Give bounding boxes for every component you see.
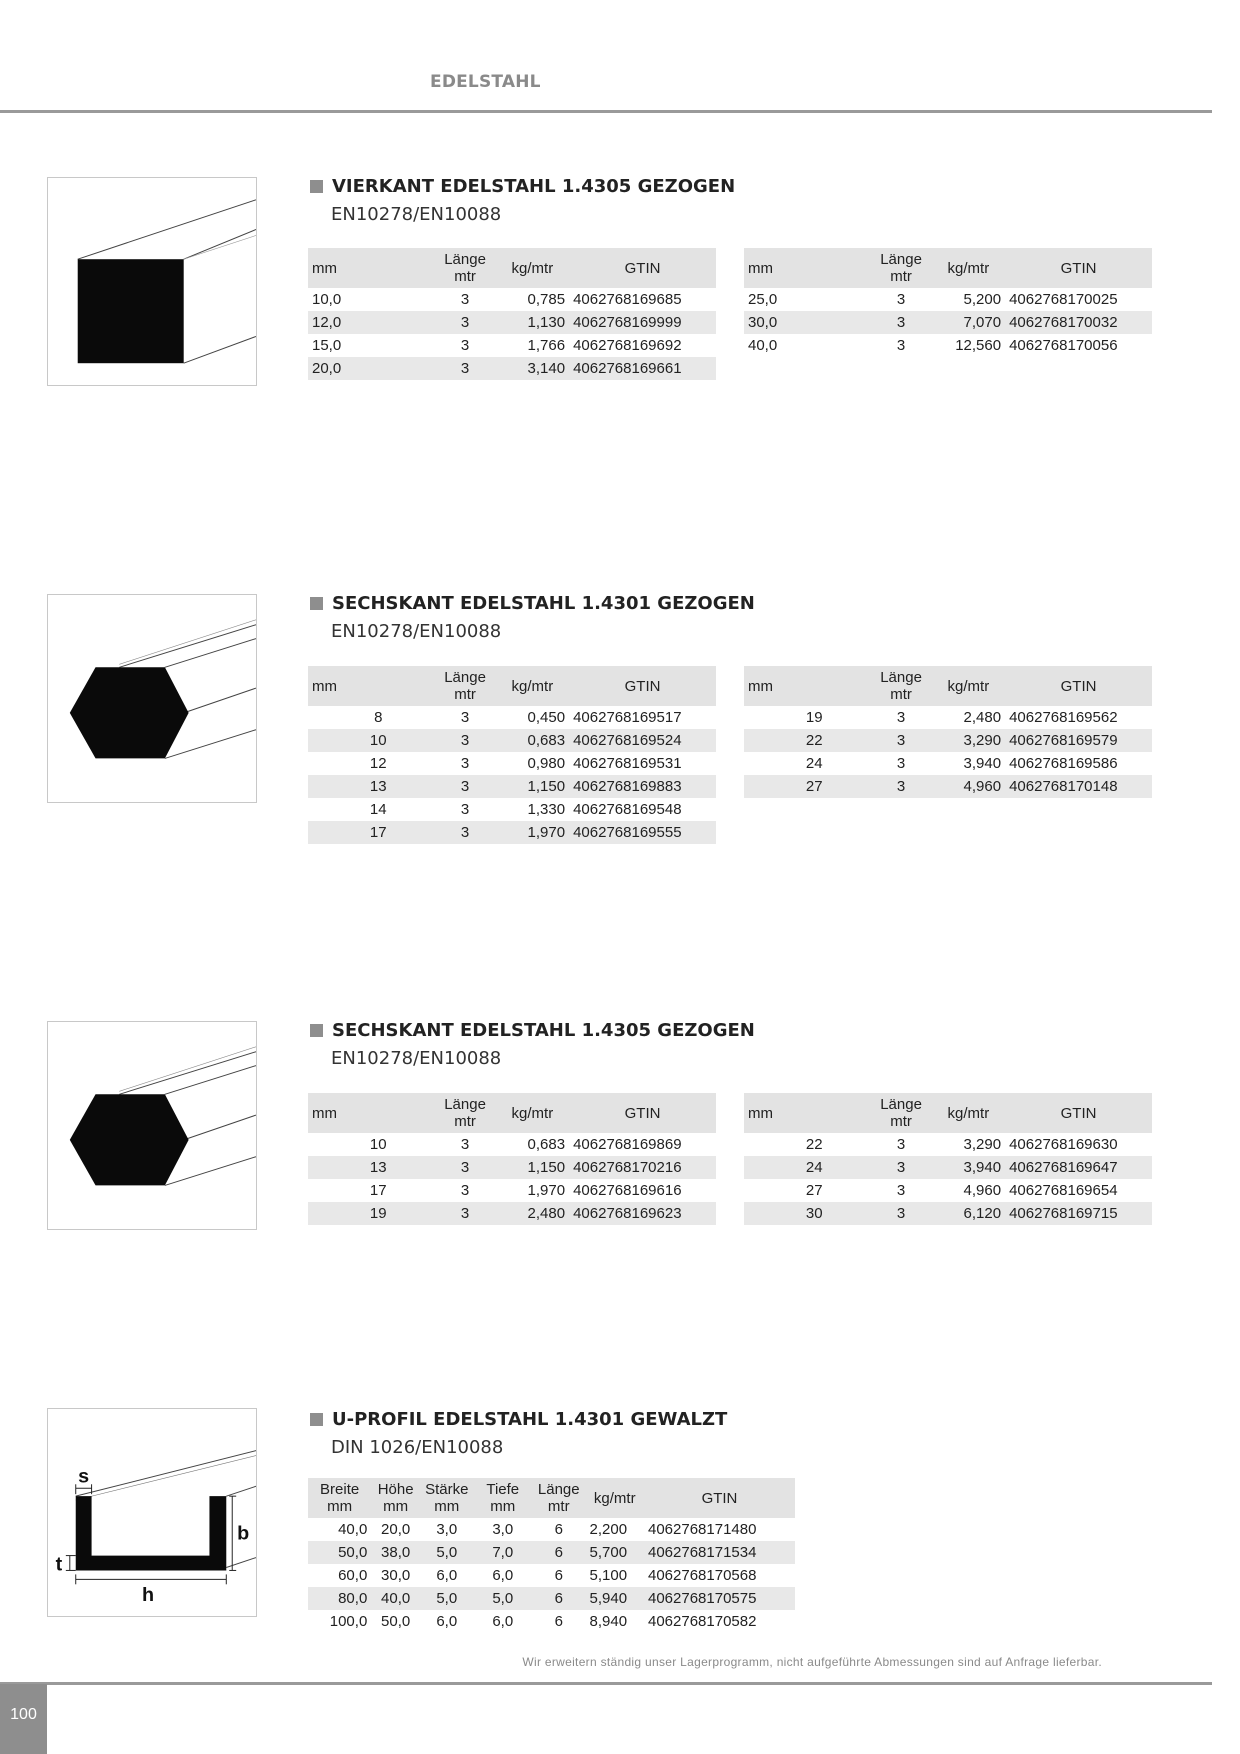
table-header-cell: Länge mtr [434, 248, 495, 288]
table-cell: 40,0 [748, 337, 778, 354]
table-header-cell: Länge mtr [870, 248, 931, 288]
table-header-cell: GTIN [569, 248, 716, 288]
table-cell: 4062768170575 [644, 1587, 795, 1610]
table-cell: 3 [434, 775, 495, 798]
table-cell: 5,0 [420, 1541, 474, 1564]
table-cell: 3 [896, 755, 906, 772]
table-cell: 3 [460, 755, 470, 772]
bullet-square [310, 180, 323, 193]
footer-divider [0, 1682, 1212, 1685]
table-cell: 7,0 [474, 1541, 532, 1564]
table-row [308, 1587, 795, 1610]
table-cell: 20,0 [308, 357, 434, 380]
table-cell: 3,0 [436, 1521, 458, 1538]
product-table [308, 248, 716, 380]
footer-note: Wir erweitern ständig unser Lagerprogramm, nicht aufgeführte Abmessungen sind auf Anfrage lieferbar. [522, 1655, 1102, 1669]
table-cell: 3,140 [496, 357, 569, 380]
table-row [744, 729, 1152, 752]
table-row [308, 357, 716, 380]
table-header-cell: kg/mtr [586, 1478, 644, 1518]
table-cell: 4062768169586 [1009, 755, 1118, 772]
table-cell: 1,766 [527, 337, 566, 354]
table-row [744, 288, 1152, 311]
table-cell: 13 [308, 775, 434, 798]
table-cell: 4062768169715 [1005, 1202, 1152, 1225]
table-row [308, 775, 716, 798]
table-header-cell: Höhe mm [371, 1478, 420, 1518]
square-bar-illustration [47, 177, 257, 386]
table-header-cell: GTIN [569, 1093, 716, 1133]
table-header-cell: kg/mtr [496, 666, 569, 706]
table-cell: 4062768169630 [1009, 1136, 1118, 1153]
table-header-row [308, 666, 716, 706]
table-cell: 1,970 [527, 1182, 566, 1199]
table-cell: 6,0 [436, 1613, 458, 1630]
table-header-cell: mm [744, 666, 870, 706]
table-cell: 6 [532, 1587, 586, 1610]
table-row [744, 775, 1152, 798]
table-cell: 30,0 [381, 1567, 411, 1584]
table-header-cell: kg/mtr [932, 666, 1005, 706]
table-cell: 6 [532, 1541, 586, 1564]
table-cell: 14 [369, 801, 387, 818]
table-cell: 3 [896, 1182, 906, 1199]
table-cell: 3,940 [963, 755, 1002, 772]
table-cell: 4062768169548 [573, 801, 682, 818]
table-cell: 17 [308, 821, 434, 844]
table-cell: 17 [369, 1182, 387, 1199]
table-cell: 4062768170056 [1009, 337, 1118, 354]
u-profile-illustration [47, 1408, 257, 1617]
table-cell: 4,960 [963, 1182, 1002, 1199]
table-row [308, 1610, 795, 1633]
table-header-cell: mm [744, 248, 870, 288]
table-header-row [308, 248, 716, 288]
page-number: 100 [0, 1684, 47, 1754]
section-subtitle: EN10278/EN10088 [331, 621, 502, 642]
table-cell: 30,0 [744, 311, 870, 334]
section-subtitle: EN10278/EN10088 [331, 1048, 502, 1069]
hexagon-bar-icon [48, 595, 256, 802]
table-cell: 0,683 [496, 729, 569, 752]
dimension-label-t: t [55, 1553, 63, 1576]
table-cell: 3 [896, 709, 906, 726]
table-cell: 2,480 [496, 1202, 569, 1225]
table-header-cell: GTIN [569, 666, 716, 706]
table-cell: 0,980 [527, 755, 566, 772]
table-header-cell: mm [744, 1093, 870, 1133]
table-row [744, 1202, 1152, 1225]
table-cell: 5,700 [586, 1541, 644, 1564]
table-cell: 4,960 [932, 775, 1005, 798]
table-row [308, 1179, 716, 1202]
table-header-row [744, 666, 1152, 706]
table-cell: 3,290 [932, 729, 1005, 752]
table-row [308, 1156, 716, 1179]
table-header-cell: kg/mtr [932, 248, 1005, 288]
table-header-cell: Tiefe mm [474, 1478, 532, 1518]
table-cell: 13 [308, 1156, 434, 1179]
table-cell: 1,150 [496, 1156, 569, 1179]
table-cell: 5,200 [963, 291, 1002, 308]
table-cell: 1,130 [496, 311, 569, 334]
table-cell: 12 [369, 755, 387, 772]
table-cell: 19 [308, 1202, 434, 1225]
table-cell: 25,0 [748, 291, 778, 308]
table-row [744, 1133, 1152, 1156]
table-cell: 1,970 [496, 821, 569, 844]
table-row [308, 1518, 795, 1541]
bullet-square [310, 1024, 323, 1037]
table-cell: 4062768169517 [573, 709, 682, 726]
table-cell: 80,0 [308, 1587, 371, 1610]
table-cell: 3 [434, 1202, 495, 1225]
table-cell: 4062768169692 [573, 337, 682, 354]
dimension-label-b: b [237, 1522, 250, 1545]
section-title [310, 1409, 727, 1430]
table-cell: 5,100 [589, 1567, 628, 1584]
table-cell: 4062768169647 [1005, 1156, 1152, 1179]
table-cell: 4062768170148 [1005, 775, 1152, 798]
table-header-cell: kg/mtr [496, 248, 569, 288]
table-header-cell: mm [308, 666, 434, 706]
table-cell: 30 [744, 1202, 870, 1225]
table-cell: 3 [434, 1156, 495, 1179]
table-header-cell: GTIN [1005, 666, 1152, 706]
table-cell: 0,785 [527, 291, 566, 308]
table-header-row [744, 1093, 1152, 1133]
table-cell: 4062768170216 [569, 1156, 716, 1179]
table-cell: 3 [460, 1136, 470, 1153]
table-cell: 4062768169869 [573, 1136, 682, 1153]
table-cell: 4062768169654 [1009, 1182, 1118, 1199]
table-cell: 4062768169999 [569, 311, 716, 334]
table-cell: 3 [460, 801, 470, 818]
table-cell: 3 [870, 1156, 931, 1179]
table-row [308, 1133, 716, 1156]
hexagon-bar-icon [48, 1022, 256, 1229]
table-cell: 38,0 [371, 1541, 420, 1564]
hexagon-bar-illustration [47, 1021, 257, 1230]
table-cell: 3 [460, 709, 470, 726]
table-header-cell: Länge mtr [434, 1093, 495, 1133]
table-cell: 27 [805, 1182, 823, 1199]
dimension-label-h: h [141, 1584, 155, 1607]
table-row [744, 752, 1152, 775]
table-cell: 6 [554, 1521, 563, 1538]
table-cell: 12,560 [955, 337, 1002, 354]
bullet-square [310, 1413, 323, 1426]
table-cell: 4062768170568 [647, 1567, 757, 1584]
table-row [744, 706, 1152, 729]
table-row [308, 288, 716, 311]
dimension-label-s: s [78, 1465, 90, 1488]
table-header-row [744, 248, 1152, 288]
table-cell: 100,0 [329, 1613, 368, 1630]
table-cell: 50,0 [381, 1613, 411, 1630]
table-row [308, 334, 716, 357]
section-title-text: U-PROFIL EDELSTAHL 1.4301 GEWALZT [332, 1409, 728, 1430]
table-cell: 5,0 [420, 1587, 474, 1610]
table-cell: 12,0 [308, 311, 434, 334]
table-cell: 3 [870, 775, 931, 798]
table-cell: 6 [554, 1567, 563, 1584]
table-header-cell: Länge mtr [870, 1093, 931, 1133]
table-row [308, 1541, 795, 1564]
table-cell: 7,070 [932, 311, 1005, 334]
table-cell: 3 [434, 311, 495, 334]
table-cell: 4062768171534 [644, 1541, 795, 1564]
table-cell: 8 [374, 709, 383, 726]
table-row [308, 1202, 716, 1225]
table-cell: 24 [805, 755, 823, 772]
table-row [744, 334, 1152, 357]
table-cell: 6,0 [492, 1567, 514, 1584]
table-cell: 3 [460, 337, 470, 354]
product-table [308, 1093, 716, 1225]
table-cell: 3,940 [932, 1156, 1005, 1179]
table-cell: 4062768169623 [569, 1202, 716, 1225]
table-row [744, 311, 1152, 334]
table-cell: 6 [554, 1613, 563, 1630]
table-header-cell: Länge mtr [532, 1478, 586, 1518]
table-cell: 3 [870, 729, 931, 752]
table-cell: 3 [460, 291, 470, 308]
table-cell: 10 [308, 729, 434, 752]
u-profile-table [308, 1478, 795, 1633]
section-subtitle: DIN 1026/EN10088 [331, 1437, 504, 1458]
section-title-text: SECHSKANT EDELSTAHL 1.4305 GEZOGEN [332, 1020, 755, 1041]
table-cell: 4062768170582 [647, 1613, 757, 1630]
table-cell: 4062768169685 [573, 291, 682, 308]
table-cell: 4062768169531 [573, 755, 682, 772]
table-cell: 3 [896, 291, 906, 308]
table-cell: 2,200 [589, 1521, 628, 1538]
table-cell: 5,940 [586, 1587, 644, 1610]
table-cell: 4062768170025 [1009, 291, 1118, 308]
table-cell: 4062768169661 [569, 357, 716, 380]
hexagon-bar-illustration [47, 594, 257, 803]
table-header-cell: mm [308, 1093, 434, 1133]
table-cell: 40,0 [338, 1521, 368, 1538]
section-title-text: VIERKANT EDELSTAHL 1.4305 GEZOGEN [332, 176, 736, 197]
table-row [744, 1179, 1152, 1202]
table-cell: 20,0 [381, 1521, 411, 1538]
table-cell: 0,683 [527, 1136, 566, 1153]
table-cell: 6,0 [436, 1567, 458, 1584]
table-header-cell: GTIN [1005, 248, 1152, 288]
table-row [308, 706, 716, 729]
table-header-cell: Breite mm [308, 1478, 371, 1518]
table-cell: 4062768169883 [569, 775, 716, 798]
table-header-row [308, 1478, 795, 1518]
table-row [308, 798, 716, 821]
section-title-text: SECHSKANT EDELSTAHL 1.4301 GEZOGEN [332, 593, 755, 614]
table-cell: 4062768171480 [647, 1521, 757, 1538]
page-header-title: EDELSTAHL [430, 72, 541, 92]
product-table [744, 666, 1152, 798]
section-subtitle: EN10278/EN10088 [331, 204, 502, 225]
table-header-cell: kg/mtr [496, 1093, 569, 1133]
table-cell: 3 [870, 1202, 931, 1225]
table-cell: 3 [870, 311, 931, 334]
table-cell: 8,940 [589, 1613, 628, 1630]
product-table [744, 248, 1152, 357]
table-cell: 10,0 [312, 291, 342, 308]
product-table [744, 1093, 1152, 1225]
table-header-cell: Länge mtr [434, 666, 495, 706]
section-title [310, 176, 735, 197]
table-row [308, 752, 716, 775]
table-cell: 4062768170032 [1005, 311, 1152, 334]
square-bar-icon [48, 178, 256, 385]
table-row [308, 311, 716, 334]
table-cell: 1,150 [496, 775, 569, 798]
table-header-cell: GTIN [644, 1478, 795, 1518]
table-cell: 4062768169562 [1009, 709, 1118, 726]
table-cell: 3 [434, 821, 495, 844]
table-cell: 3 [434, 357, 495, 380]
header-divider [0, 110, 1212, 113]
section-title [310, 1020, 755, 1041]
table-header-cell: Länge mtr [870, 666, 931, 706]
table-row [308, 1564, 795, 1587]
table-cell: 6,0 [492, 1613, 514, 1630]
table-cell: 1,330 [527, 801, 566, 818]
table-cell: 0,450 [527, 709, 566, 726]
table-cell: 22 [744, 729, 870, 752]
table-cell: 40,0 [371, 1587, 420, 1610]
table-cell: 4062768169579 [1005, 729, 1152, 752]
table-cell: 6,120 [932, 1202, 1005, 1225]
table-cell: 60,0 [338, 1567, 368, 1584]
table-cell: 22 [805, 1136, 823, 1153]
table-cell: 3 [460, 1182, 470, 1199]
table-cell: 2,480 [963, 709, 1002, 726]
table-cell: 3 [896, 1136, 906, 1153]
table-header-cell: kg/mtr [932, 1093, 1005, 1133]
table-cell: 3,290 [963, 1136, 1002, 1153]
table-cell: 15,0 [312, 337, 342, 354]
table-cell: 4062768169555 [569, 821, 716, 844]
table-header-cell: Stärke mm [420, 1478, 474, 1518]
table-cell: 5,0 [474, 1587, 532, 1610]
section-title [310, 593, 755, 614]
u-profile-icon [48, 1409, 256, 1616]
table-header-row [308, 1093, 716, 1133]
table-cell: 3 [896, 337, 906, 354]
table-cell: 3 [434, 729, 495, 752]
table-cell: 3,0 [492, 1521, 514, 1538]
table-cell: 24 [744, 1156, 870, 1179]
table-row [308, 821, 716, 844]
table-cell: 19 [805, 709, 823, 726]
table-header-cell: GTIN [1005, 1093, 1152, 1133]
product-table [308, 666, 716, 844]
table-row [744, 1156, 1152, 1179]
table-row [308, 729, 716, 752]
table-cell: 27 [744, 775, 870, 798]
table-cell: 4062768169616 [573, 1182, 682, 1199]
table-header-cell: mm [308, 248, 434, 288]
table-cell: 4062768169524 [569, 729, 716, 752]
table-cell: 10 [369, 1136, 387, 1153]
bullet-square [310, 597, 323, 610]
table-cell: 50,0 [308, 1541, 371, 1564]
